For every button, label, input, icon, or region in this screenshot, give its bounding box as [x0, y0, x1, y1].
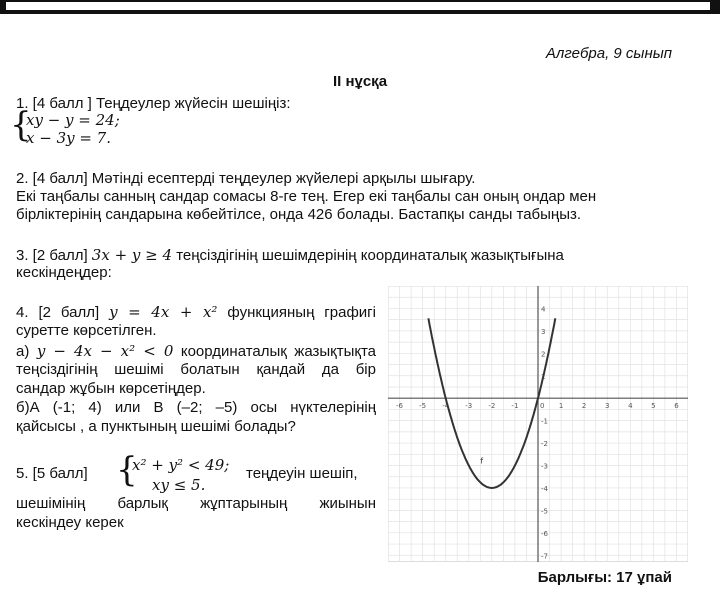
y-tick-label: -3	[541, 462, 548, 471]
top-border	[0, 0, 720, 14]
x-tick-label: 1	[558, 402, 564, 411]
task5-eq1: x² + y² < 49;	[132, 456, 230, 474]
variant-title: II нұсқа	[332, 73, 388, 90]
task4-line6: б)А (-1; 4) или В (–2; –5) осы нүктелерінің	[16, 399, 376, 416]
y-tick-label: -5	[541, 507, 548, 516]
task1-eq1: xy − y = 24;	[26, 111, 120, 129]
task3-line2: кескіндеңдер:	[16, 264, 112, 281]
y-tick-label: 3	[541, 327, 546, 336]
x-tick-label: 0	[540, 402, 545, 411]
task4-line5: сандар жұбын көрсетіңдер.	[16, 380, 206, 397]
task5-brace: {	[116, 450, 138, 490]
x-tick-label: 3	[604, 402, 610, 411]
task1-title: 1. [4 балл ] Теңдеулер жүйесін шешіңіз:	[16, 95, 291, 112]
y-tick-label: 2	[541, 350, 546, 359]
task5-line2: шешімінің барлық жұптарының жиынын	[16, 495, 376, 512]
y-tick-label: -2	[541, 440, 548, 449]
y-tick-label: 1	[541, 372, 546, 381]
total-score: Барлығы: 17 ұпай	[537, 569, 672, 586]
x-tick-label: -3	[465, 402, 473, 411]
task1-brace: {	[10, 105, 32, 145]
task4-a-expr: y − 4x − x² < 0	[36, 342, 174, 360]
y-tick-label: -4	[541, 484, 548, 493]
y-tick-label: -1	[541, 417, 548, 426]
x-tick-label: -4	[442, 402, 450, 411]
parabola-graph	[388, 286, 688, 562]
task3-line1: 3. [2 балл] 3x + y ≥ 4 теңсіздігінің шешімдерінің координаталық жазықтығына	[16, 246, 564, 264]
series-label: f	[480, 456, 484, 466]
task4-line3: а) y − 4x − x² < 0 координаталық жазықтықта	[16, 342, 376, 360]
x-tick-label: 6	[674, 402, 679, 411]
task4-func: y = 4x + x²	[109, 303, 218, 321]
x-tick-label: -5	[419, 402, 427, 411]
task4-line7: қайсысы , а пунктының шешімі болады?	[16, 418, 296, 435]
x-tick-label: 4	[628, 402, 633, 411]
task3-expr: 3x + y ≥ 4	[91, 246, 173, 264]
task2-line2: Екі таңбалы санның сандар сомасы 8-ге тең. Егер екі таңбалы сан оның ондар мен	[16, 188, 597, 205]
subject-label: Алгебра, 9 сынып	[545, 45, 672, 62]
y-tick-label: -6	[541, 529, 548, 538]
task1-eq2: x − 3y = 7.	[26, 129, 111, 147]
task2-line1: 2. [4 балл] Мәтінді есептерді теңдеулер жүйелері арқылы шығару.	[16, 170, 476, 187]
task5-prefix: 5. [5 балл]	[16, 465, 88, 482]
x-tick-label: -2	[488, 402, 496, 411]
x-tick-label: 2	[581, 402, 587, 411]
task4-line4: теңсіздігінің шешімі болатын қандай да бір	[16, 361, 376, 378]
task5-line3: кескіндеу керек	[16, 514, 124, 531]
x-tick-label: -1	[511, 402, 519, 411]
task5-eq2: xy ≤ 5.	[152, 476, 206, 494]
task5-suffix: теңдеуін шешіп,	[246, 465, 358, 482]
x-tick-label: 5	[651, 402, 656, 411]
task4-line1: 4. [2 балл] y = 4x + x² функцияның графигі	[16, 303, 376, 321]
y-tick-label: 4	[541, 305, 546, 314]
y-tick-label: -7	[541, 552, 548, 561]
task2-line3: бірліктерінің сандарына көбейтілсе, онда 426 болады. Бастапқы санды табыңыз.	[16, 206, 582, 223]
task4-line2: суретте көрсетілген.	[16, 322, 157, 339]
x-tick-label: -6	[396, 402, 404, 411]
